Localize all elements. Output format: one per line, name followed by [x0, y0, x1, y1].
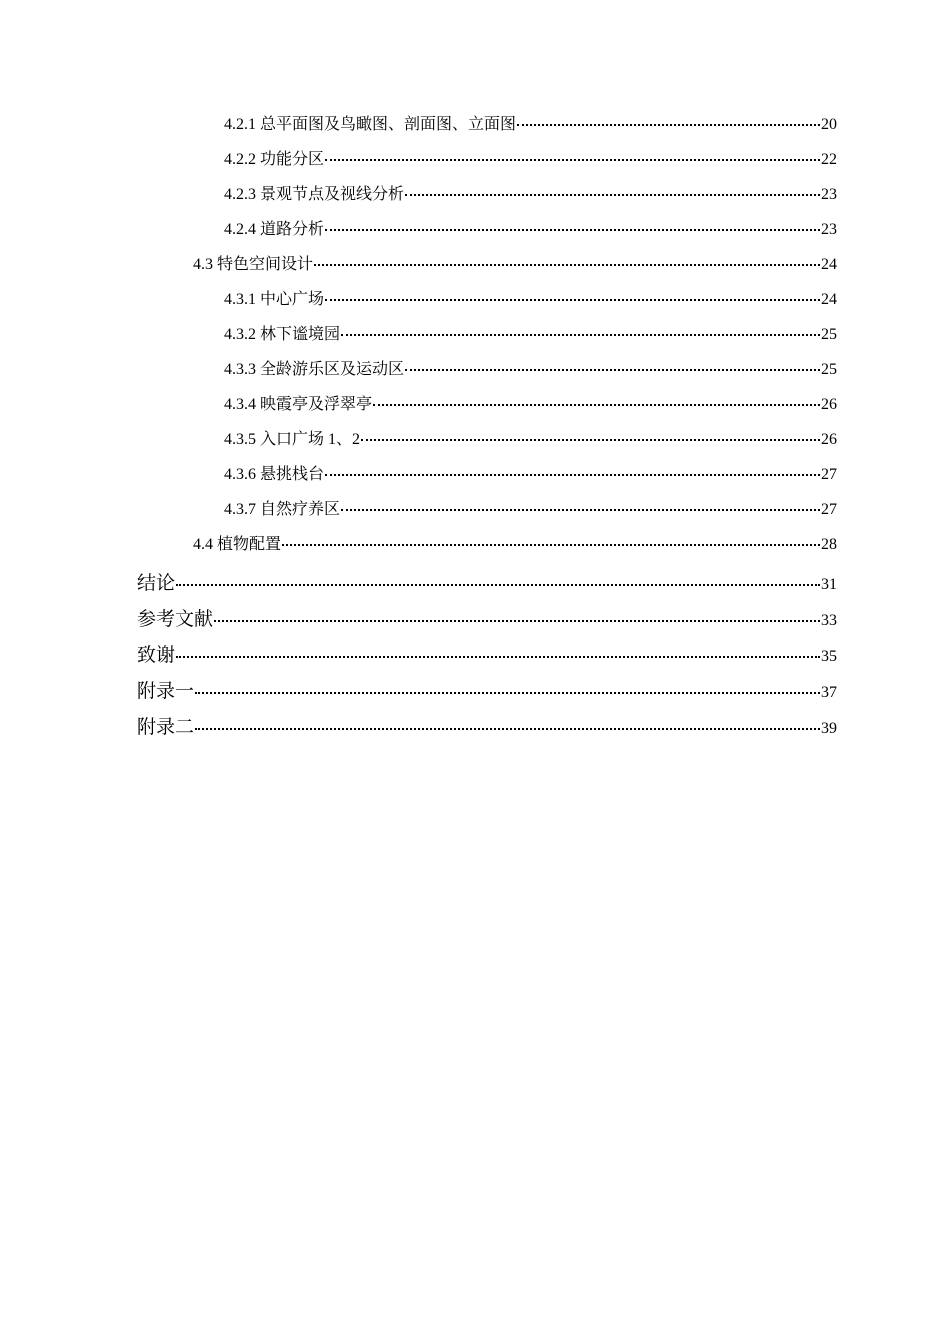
toc-dot-leader	[341, 509, 820, 511]
table-of-contents	[137, 108, 837, 747]
toc-dot-leader	[517, 124, 820, 126]
toc-dot-leader	[325, 229, 820, 231]
toc-entry-4-2-2[interactable]	[137, 143, 837, 178]
toc-page-number: 26	[821, 431, 837, 448]
toc-entry-title: 4.2.2 功能分区	[224, 151, 325, 168]
toc-dot-leader	[405, 194, 820, 196]
toc-entry-acknowledgements[interactable]	[137, 639, 837, 675]
toc-entry-title: 4.3 特色空间设计	[193, 256, 314, 273]
toc-page-number: 26	[821, 396, 837, 413]
toc-entry-4-4[interactable]	[137, 528, 837, 563]
toc-entry-title: 4.3.7 自然疗养区	[224, 501, 341, 518]
toc-entry-4-2-3[interactable]	[137, 178, 837, 213]
toc-entry-title: 4.4 植物配置	[193, 536, 282, 553]
toc-dot-leader	[195, 692, 820, 694]
toc-entry-title: 致谢	[137, 644, 176, 666]
toc-page-number: 24	[821, 291, 837, 308]
toc-entry-conclusion[interactable]	[137, 567, 837, 603]
toc-entry-title: 4.3.2 林下谧境园	[224, 326, 341, 343]
toc-page-number: 33	[821, 612, 837, 629]
toc-entry-4-3[interactable]	[137, 248, 837, 283]
toc-entry-4-3-1[interactable]	[137, 283, 837, 318]
toc-entry-4-2-1[interactable]	[137, 108, 837, 143]
toc-entry-4-3-3[interactable]	[137, 353, 837, 388]
toc-entry-title: 附录一	[137, 680, 195, 702]
toc-entry-title: 4.2.1 总平面图及鸟瞰图、剖面图、立面图	[224, 116, 517, 133]
toc-entry-4-3-7[interactable]	[137, 493, 837, 528]
toc-page-number: 28	[821, 536, 837, 553]
toc-page-number: 39	[821, 720, 837, 737]
toc-entry-title: 4.3.6 悬挑栈台	[224, 466, 325, 483]
toc-entry-title: 4.3.3 全龄游乐区及运动区	[224, 361, 405, 378]
toc-page-number: 25	[821, 361, 837, 378]
toc-entry-title: 4.3.5 入口广场 1、2	[224, 431, 361, 448]
toc-page-number: 37	[821, 684, 837, 701]
toc-dot-leader	[325, 159, 820, 161]
toc-entry-4-2-4[interactable]	[137, 213, 837, 248]
toc-page-number: 27	[821, 501, 837, 518]
toc-entry-references[interactable]	[137, 603, 837, 639]
toc-entry-title: 附录二	[137, 716, 195, 738]
toc-dot-leader	[282, 544, 820, 546]
toc-page-number: 31	[821, 576, 837, 593]
toc-dot-leader	[361, 439, 820, 441]
toc-dot-leader	[325, 474, 820, 476]
toc-entry-appendix-1[interactable]	[137, 675, 837, 711]
toc-entry-title: 结论	[137, 572, 176, 594]
toc-dot-leader	[195, 728, 820, 730]
toc-entry-4-3-6[interactable]	[137, 458, 837, 493]
toc-entry-title: 4.2.3 景观节点及视线分析	[224, 186, 405, 203]
toc-entry-4-3-5[interactable]	[137, 423, 837, 458]
toc-dot-leader	[176, 656, 820, 658]
toc-dot-leader	[405, 369, 820, 371]
toc-page-number: 22	[821, 151, 837, 168]
toc-entry-title: 4.3.1 中心广场	[224, 291, 325, 308]
toc-page-number: 24	[821, 256, 837, 273]
toc-dot-leader	[176, 584, 820, 586]
toc-entry-4-3-4[interactable]	[137, 388, 837, 423]
toc-page-number: 20	[821, 116, 837, 133]
toc-entry-title: 参考文献	[137, 608, 214, 630]
toc-dot-leader	[325, 299, 820, 301]
toc-entry-appendix-2[interactable]	[137, 711, 837, 747]
toc-entry-4-3-2[interactable]	[137, 318, 837, 353]
toc-entry-title: 4.3.4 映霞亭及浮翠亭	[224, 396, 373, 413]
toc-page-number: 35	[821, 648, 837, 665]
toc-page-number: 23	[821, 221, 837, 238]
toc-page-number: 23	[821, 186, 837, 203]
toc-dot-leader	[214, 620, 820, 622]
toc-page-number: 25	[821, 326, 837, 343]
toc-page-number: 27	[821, 466, 837, 483]
toc-dot-leader	[314, 264, 820, 266]
toc-dot-leader	[341, 334, 820, 336]
toc-dot-leader	[373, 404, 820, 406]
toc-entry-title: 4.2.4 道路分析	[224, 221, 325, 238]
